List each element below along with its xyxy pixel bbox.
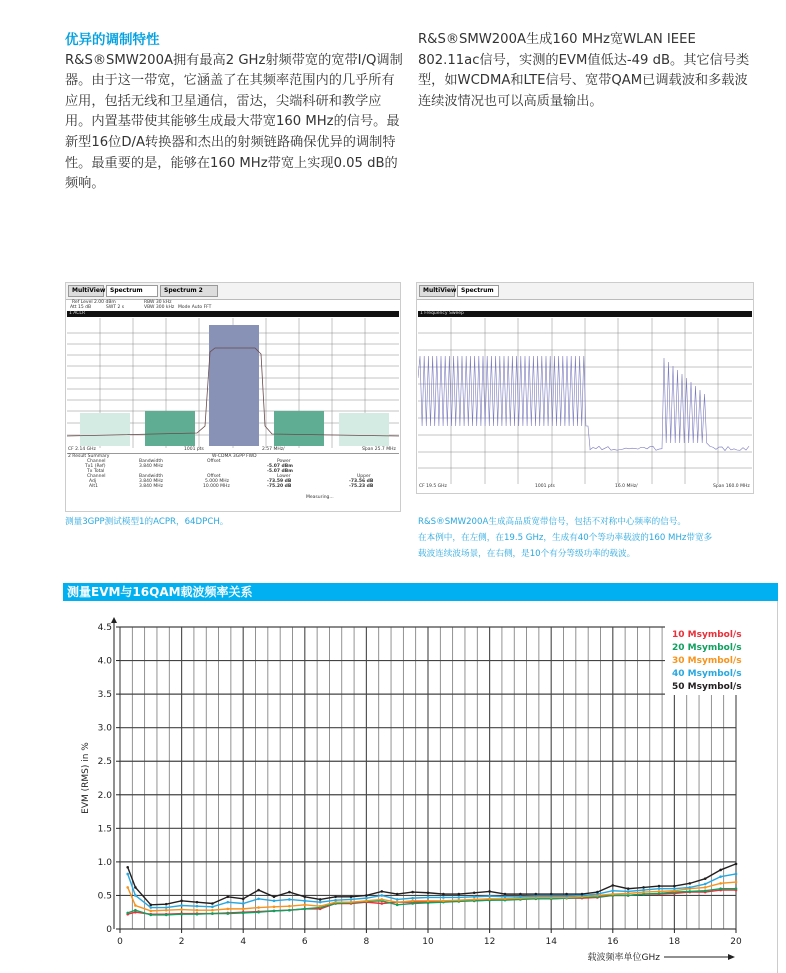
data-point (673, 885, 676, 888)
data-point (719, 882, 722, 885)
data-point (658, 887, 661, 890)
acpr-screenshot (65, 282, 401, 512)
data-point (304, 895, 307, 898)
y-tick-label: 2.0 (97, 790, 112, 801)
x-tick-label: 2 (178, 937, 185, 947)
tab-spectrum[interactable]: Spectrum (106, 285, 158, 297)
data-point (257, 898, 260, 901)
data-point (211, 906, 214, 909)
cell: -73.56 dB (349, 479, 374, 484)
data-point (735, 863, 738, 866)
data-point (396, 904, 399, 907)
tab-bar (417, 283, 753, 300)
data-point (288, 909, 291, 912)
data-point (627, 890, 630, 893)
data-point (165, 903, 168, 906)
data-point (304, 908, 307, 911)
y-tick-label: 1.5 (97, 824, 112, 835)
div: 2.57 MHz/ (262, 447, 285, 452)
th-bandwidth: Bandwidth (139, 459, 163, 464)
data-point (411, 900, 414, 903)
data-point (427, 891, 430, 894)
th-lower: Lower (277, 474, 291, 479)
data-point (150, 910, 153, 913)
caption-right (418, 514, 712, 562)
data-point (165, 914, 168, 917)
tab-spectrum-2[interactable]: Spectrum 2 (160, 285, 218, 297)
data-point (689, 882, 692, 885)
summary-title: 2 Result Summary (68, 454, 110, 459)
data-point (411, 897, 414, 900)
data-point (381, 898, 384, 901)
data-point (396, 893, 399, 896)
data-point (704, 886, 707, 889)
data-point (396, 901, 399, 904)
data-point (689, 890, 692, 893)
x-tick-label: 20 (730, 937, 742, 947)
data-point (257, 911, 260, 914)
data-point (612, 884, 615, 887)
swt: SWT 2 s (106, 305, 125, 310)
x-arrow-head (728, 954, 735, 960)
th-channel: Channel (87, 459, 106, 464)
data-point (150, 904, 153, 907)
adj-lower-channel (145, 411, 195, 446)
div: 16.0 MHz/ (615, 484, 638, 489)
right-column (418, 30, 758, 112)
x-tick-label: 14 (545, 937, 557, 947)
x-tick-label: 4 (240, 937, 247, 947)
span: Span 160.0 MHz (713, 484, 750, 489)
frequency-sweep-plot (418, 318, 752, 484)
data-point (257, 889, 260, 892)
data-point (180, 908, 183, 911)
th-channel: Channel (87, 474, 106, 479)
x-axis-label: 载波频率单位GHz (587, 953, 660, 963)
data-point (458, 893, 461, 896)
data-point (319, 905, 322, 908)
section-title: 优异的调制特性 (65, 32, 160, 48)
y-tick-label: 2.5 (97, 757, 112, 768)
trace-title-bar: 1 ACLR (67, 311, 399, 317)
cell: 3.840 MHz (139, 479, 163, 484)
center-frequency: CF 19.5 GHz (419, 484, 447, 489)
data-point (565, 893, 568, 896)
data-point (288, 905, 291, 908)
th-bandwidth: Bandwidth (139, 474, 163, 479)
data-point (458, 896, 461, 899)
data-point (535, 893, 538, 896)
y-tick-label: 4.0 (97, 656, 112, 667)
cell: 10.000 MHz (203, 484, 230, 489)
data-point (165, 909, 168, 912)
alt-lower-channel (80, 413, 130, 446)
points: 1001 pts (184, 447, 204, 452)
data-point (319, 901, 322, 904)
legend-item: 10 Msymbol/s (672, 630, 742, 640)
result-summary (67, 453, 399, 493)
data-point (658, 885, 661, 888)
y-tick-label: 1.0 (97, 857, 112, 868)
legend-item: 40 Msymbol/s (672, 669, 742, 679)
data-point (211, 902, 214, 905)
data-point (519, 895, 522, 898)
tab-bar (66, 283, 400, 300)
data-point (365, 897, 368, 900)
data-point (196, 901, 199, 904)
data-point (488, 895, 491, 898)
data-point (704, 883, 707, 886)
data-point (458, 899, 461, 902)
data-point (704, 877, 707, 880)
y-tick-label: 0.5 (97, 891, 112, 902)
tab-spectrum[interactable]: Spectrum (457, 285, 499, 297)
data-point (273, 895, 276, 898)
data-point (488, 898, 491, 901)
data-point (719, 887, 722, 890)
data-point (180, 900, 183, 903)
caption-left: 测量3GPP测试模型1的ACPR，64DPCH。 (65, 517, 229, 527)
data-point (719, 869, 722, 872)
data-point (196, 909, 199, 912)
acpr-spectrum-plot (67, 318, 399, 448)
data-point (134, 909, 137, 912)
data-point (334, 895, 337, 898)
data-point (134, 886, 137, 889)
data-point (442, 893, 445, 896)
data-point (227, 908, 230, 911)
cell: -75.20 dB (267, 484, 292, 489)
span: Span 25.7 MHz (362, 447, 396, 452)
chart-header: 测量EVM与16QAM载波频率关系 (63, 583, 778, 601)
grid (120, 627, 736, 929)
data-point (350, 898, 353, 901)
data-point (257, 906, 260, 909)
data-point (735, 887, 738, 890)
data-point (642, 886, 645, 889)
data-point (304, 900, 307, 903)
data-point (288, 891, 291, 894)
legend-item: 30 Msymbol/s (672, 656, 742, 666)
right-body-text: R&S®SMW200A生成160 MHz宽WLAN IEEE 802.11ac信号，实测的EVM值低达-49 dB。其它信号类型，如WCDMA和LTE信号、宽带QAM已调载波和多载波连续波情况也可以高质量输出。 (418, 32, 750, 109)
cell: Tx1 (Ref) (85, 464, 106, 469)
mode: Mode Auto FFT (178, 305, 212, 310)
ref-level: Ref Level 2.00 dBm (72, 300, 116, 305)
data-point (227, 912, 230, 915)
data-point (612, 889, 615, 892)
att: Att 15 dB (70, 305, 92, 310)
y-tick-label: 4.5 (97, 623, 112, 633)
data-point (242, 908, 245, 911)
x-tick-label: 8 (363, 937, 370, 947)
points: 1001 pts (535, 484, 555, 489)
x-tick-label: 16 (607, 937, 619, 947)
y-arrow-head (111, 617, 117, 623)
data-point (411, 902, 414, 905)
legend-item: 50 Msymbol/s (672, 682, 742, 692)
standard: W-CDMA 3GPP FWD (212, 454, 257, 459)
data-point (350, 895, 353, 898)
cell: Alt1 (89, 484, 98, 489)
data-point (411, 891, 414, 894)
data-point (473, 898, 476, 901)
data-point (596, 891, 599, 894)
x-tick-label: 12 (483, 937, 496, 947)
cell: -5.07 dBm (267, 464, 293, 469)
data-point (689, 886, 692, 889)
data-point (165, 906, 168, 909)
data-point (488, 890, 491, 893)
data-point (365, 900, 368, 903)
data-point (381, 902, 384, 905)
data-point (150, 906, 153, 909)
cell: 3.840 MHz (139, 484, 163, 489)
data-point (673, 887, 676, 890)
th-offset: Offset (207, 459, 221, 464)
th-upper: Upper (357, 474, 371, 479)
y-tick-label: 0 (106, 925, 112, 935)
data-point (126, 873, 129, 876)
vbw: VBW 300 kHz (144, 305, 175, 310)
caption-line: R&S®SMW200A生成高品质宽带信号，包括不对称中心频率的信号。 (418, 517, 687, 527)
y-tick-label: 3.5 (97, 690, 112, 701)
data-point (719, 875, 722, 878)
tx-channel (209, 325, 259, 446)
data-point (150, 914, 153, 917)
data-point (396, 898, 399, 901)
data-point (365, 894, 368, 897)
data-point (627, 887, 630, 890)
data-point (273, 906, 276, 909)
data-point (227, 901, 230, 904)
data-point (350, 901, 353, 904)
data-point (735, 881, 738, 884)
cell: -75.23 dB (349, 484, 374, 489)
multicarrier-screenshot (416, 282, 754, 494)
data-point (242, 912, 245, 915)
cell: Adj (89, 479, 97, 484)
data-point (704, 889, 707, 892)
data-point (642, 889, 645, 892)
data-point (211, 912, 214, 915)
y-tick-label: 3.0 (97, 723, 112, 734)
th-power: Power (277, 459, 291, 464)
tab-multiview[interactable]: MultiView (419, 285, 455, 297)
data-point (735, 873, 738, 876)
data-point (196, 913, 199, 916)
data-point (442, 896, 445, 899)
data-point (658, 890, 661, 893)
data-point (504, 895, 507, 898)
cell: -73.59 dB (267, 479, 292, 484)
data-point (288, 898, 291, 901)
th-offset: Offset (207, 474, 221, 479)
data-point (334, 899, 337, 902)
data-point (126, 866, 129, 869)
cell: Tx Total (87, 469, 105, 474)
legend (672, 630, 742, 692)
x-tick-label: 18 (668, 937, 681, 947)
cell: -5.07 dBm (267, 469, 293, 474)
data-point (427, 896, 430, 899)
left-column (65, 30, 405, 195)
cell: 5.000 MHz (205, 479, 229, 484)
alt-upper-channel (339, 413, 389, 446)
center-frequency: CF 2.14 GHz (68, 447, 96, 452)
y-axis-label: EVM (RMS) in % (81, 742, 91, 814)
sweep-trace (418, 356, 749, 451)
data-point (381, 890, 384, 893)
data-point (381, 894, 384, 897)
status: Measuring... (306, 495, 334, 500)
x-tick-label: 10 (422, 937, 434, 947)
left-body-text: R&S®SMW200A拥有最高2 GHz射频带宽的宽带I/Q调制器。由于这一带宽，它涵盖了在其频率范围内的几乎所有应用，包括无线和卫星通信，雷达，尖端科研和教学应用。内置基带使其能够生成最大带宽160 MHz的信号。最新型16位D/A转换器和杰出的射频链路确保优异的调制特性。最重要的是，能够在160 MHz带宽上实现0.05 dB的频响。 (65, 52, 403, 192)
x-tick-label: 6 (301, 937, 308, 947)
data-point (242, 902, 245, 905)
data-point (134, 904, 137, 907)
tab-multiview[interactable]: MultiView (68, 285, 104, 297)
legend-item: 20 Msymbol/s (672, 643, 742, 653)
caption-line: 在本例中，在左侧，在19.5 GHz，生成有40个等功率载波的160 MHz带宽多 (418, 533, 713, 543)
data-point (581, 893, 584, 896)
data-point (473, 891, 476, 894)
data-point (319, 898, 322, 901)
data-point (211, 909, 214, 912)
data-point (196, 905, 199, 908)
data-point (126, 886, 129, 889)
data-point (126, 912, 129, 915)
data-point (427, 900, 430, 903)
data-point (519, 893, 522, 896)
data-point (304, 904, 307, 907)
trace-title-bar: 1 Frequency Sweep (418, 311, 752, 317)
caption-line: 载波连续波场景，在右侧，是10个有分等级功率的载波。 (418, 549, 636, 559)
data-point (504, 893, 507, 896)
data-point (227, 895, 230, 898)
data-point (612, 893, 615, 896)
adj-upper-channel (274, 411, 324, 446)
data-point (550, 893, 553, 896)
data-point (442, 900, 445, 903)
data-point (273, 900, 276, 903)
data-point (134, 894, 137, 897)
evm-chart (0, 600, 786, 973)
data-point (473, 895, 476, 898)
data-point (242, 898, 245, 901)
data-point (180, 904, 183, 907)
cell: 3.840 MHz (139, 464, 163, 469)
rbw: RBW 30 kHz (144, 300, 172, 305)
x-tick-label: 0 (117, 937, 123, 947)
data-point (273, 910, 276, 913)
data-point (180, 913, 183, 916)
